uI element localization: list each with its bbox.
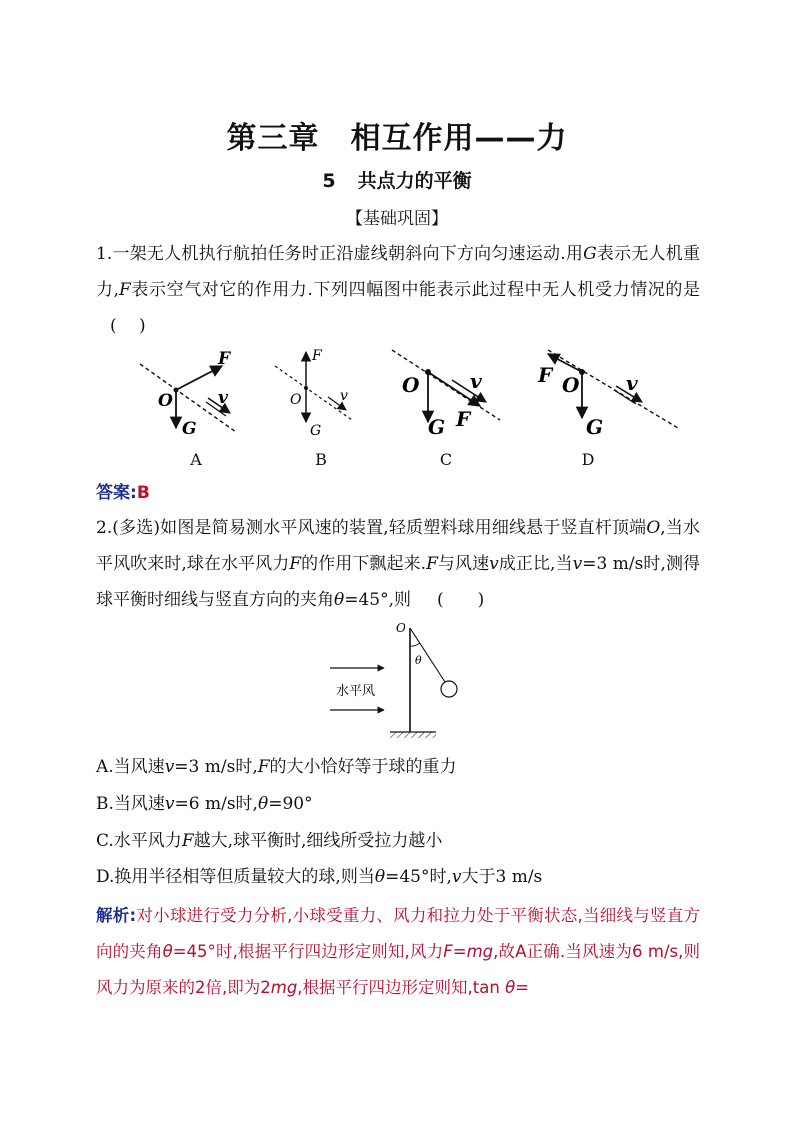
option-text: =45°时, bbox=[385, 867, 452, 887]
label-O: O bbox=[562, 373, 580, 397]
question-2-part: (多选)如图是简易测水平风速的装置,轻质塑料球用细线悬于竖直杆顶端 bbox=[112, 518, 647, 538]
label-G: G bbox=[182, 419, 197, 439]
option-a bbox=[96, 752, 457, 777]
label-F: F bbox=[456, 407, 471, 431]
figure-label-c: C bbox=[439, 450, 453, 469]
label-v: v bbox=[218, 388, 228, 408]
option-text: 越大,球平衡时,细线所受拉力越小 bbox=[193, 831, 443, 851]
question-1-answer bbox=[96, 478, 150, 503]
answer-value: B bbox=[136, 483, 150, 503]
var-theta: θ bbox=[505, 978, 516, 997]
section-name: 共点力的平衡 bbox=[357, 170, 472, 192]
figure-label-d: D bbox=[581, 450, 595, 469]
label-O: O bbox=[402, 373, 420, 397]
option-text: =3 m/s时, bbox=[174, 757, 258, 777]
var-v: v bbox=[451, 867, 462, 887]
option-text: A.当风速 bbox=[96, 757, 165, 777]
question-2-part: =45°,则 bbox=[344, 590, 412, 610]
label-O: O bbox=[396, 621, 406, 635]
section-number: 5 bbox=[322, 170, 336, 192]
figure-b bbox=[275, 348, 352, 439]
var-theta: θ bbox=[162, 942, 173, 961]
label-F: F bbox=[218, 349, 231, 369]
label-v: v bbox=[626, 371, 638, 395]
question-2-part: =3 m/s时,测得球平衡时细线与竖直方向的夹角 bbox=[96, 554, 701, 610]
var-v: v bbox=[572, 554, 583, 574]
figure-c bbox=[392, 350, 500, 439]
figure-label-a: A bbox=[190, 450, 202, 469]
answer-paren: ( ) bbox=[110, 316, 146, 336]
answer-label: 答案: bbox=[96, 483, 137, 503]
var-F: F bbox=[181, 831, 194, 851]
option-text: C.水平风力 bbox=[96, 831, 182, 851]
ball bbox=[441, 681, 457, 697]
option-text: =6 m/s时, bbox=[174, 794, 258, 814]
var-O: O bbox=[646, 518, 661, 538]
var-v: v bbox=[489, 554, 499, 574]
question-1-text bbox=[96, 236, 700, 344]
figure-d bbox=[537, 350, 678, 439]
option-text: D.换用半径相等但质量较大的球,则当 bbox=[96, 867, 375, 887]
option-text: 大于3 m/s bbox=[461, 867, 543, 887]
var-mg: mg bbox=[466, 942, 494, 961]
option-text: 的大小恰好等于球的重力 bbox=[269, 757, 457, 777]
label-G: G bbox=[428, 415, 446, 439]
var-theta: θ bbox=[257, 794, 269, 814]
var-F: F bbox=[257, 757, 270, 777]
option-d bbox=[96, 862, 542, 887]
question-1-figures bbox=[130, 342, 690, 444]
analysis-label: 解析: bbox=[96, 906, 137, 925]
answer-paren: ( ) bbox=[437, 590, 485, 610]
var-v: v bbox=[164, 757, 175, 777]
subsection-heading: 【基础巩固】 bbox=[346, 209, 448, 229]
analysis bbox=[96, 898, 700, 1006]
analysis-text: ,根据平行四边形定则知,tan bbox=[297, 978, 506, 997]
ground bbox=[390, 732, 436, 738]
section-title bbox=[0, 166, 794, 193]
analysis-text: 对小球进行受力分析,小球受重力、风力和拉力处于平衡状态,当细线与竖直方向的夹角 bbox=[96, 906, 700, 961]
question-1-part: 表示无人机重力, bbox=[96, 244, 701, 300]
wind-label: 水平风 bbox=[336, 684, 376, 699]
question-2-figure bbox=[326, 618, 486, 740]
question-1-part: 表示空气对它的作用力.下列四幅图中能表示此过程中无人机受力情况的是 bbox=[130, 280, 701, 300]
question-2-number: 2. bbox=[96, 518, 113, 538]
var-F: F bbox=[289, 554, 302, 574]
question-2-part: ,当水平风吹来时,球在水平风力 bbox=[96, 518, 700, 574]
label-v: v bbox=[340, 388, 348, 404]
var-G: G bbox=[583, 244, 597, 264]
question-1-number: 1. bbox=[96, 244, 113, 264]
label-F: F bbox=[312, 348, 322, 364]
analysis-text: = bbox=[515, 978, 530, 997]
question-1-part: 一架无人机执行航拍任务时正沿虚线朝斜向下方向匀速运动.用 bbox=[112, 244, 584, 264]
question-2-part: 的作用下飘起来. bbox=[301, 554, 427, 574]
var-v: v bbox=[164, 794, 175, 814]
var-mg: mg bbox=[270, 978, 298, 997]
label-G: G bbox=[310, 423, 322, 439]
option-text: =90° bbox=[268, 794, 313, 814]
label-v: v bbox=[470, 369, 482, 393]
label-O: O bbox=[290, 392, 302, 408]
var-theta: θ bbox=[374, 867, 386, 887]
var-F: F bbox=[443, 942, 453, 961]
label-F: F bbox=[538, 363, 553, 387]
option-text: B.当风速 bbox=[96, 794, 165, 814]
figure-label-b: B bbox=[315, 450, 327, 469]
analysis-text: =45°时,根据平行四边形定则知,风力 bbox=[172, 942, 444, 961]
var-theta: θ bbox=[334, 590, 345, 610]
label-theta: θ bbox=[415, 654, 422, 667]
var-F: F bbox=[119, 280, 131, 300]
angle-arc bbox=[410, 643, 420, 646]
chapter-title: 第三章 相互作用——力 bbox=[226, 121, 568, 156]
figure-a bbox=[140, 349, 236, 439]
option-c bbox=[96, 826, 442, 851]
var-F: F bbox=[426, 554, 438, 574]
analysis-text: = bbox=[452, 942, 467, 961]
analysis-text: ,故A正确.当风速为6 m/s,则风力为原来的2倍,即为2 bbox=[96, 942, 701, 997]
label-O: O bbox=[158, 391, 173, 411]
question-2-text bbox=[96, 510, 700, 618]
question-2-part: 与风速 bbox=[437, 554, 490, 574]
label-G: G bbox=[586, 415, 604, 439]
question-2-part: 成正比,当 bbox=[498, 554, 573, 574]
option-b bbox=[96, 789, 313, 814]
